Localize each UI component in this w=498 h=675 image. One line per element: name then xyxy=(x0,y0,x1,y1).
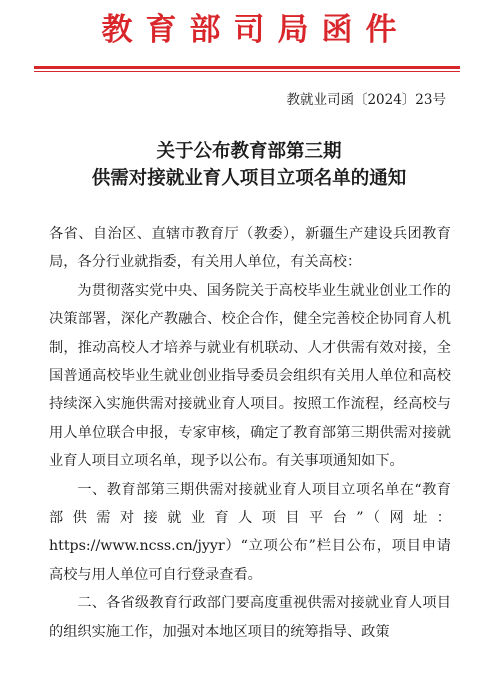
letterhead-red-line xyxy=(34,66,460,69)
letterhead: 教育部司局函件 xyxy=(101,12,410,48)
document-body xyxy=(49,220,451,646)
paragraph-item-1-text-b: ）“立项公布”栏目公布，项目申请高校与用人单位可自行登录查看。 xyxy=(49,538,451,583)
letterhead-red-line-thin xyxy=(34,71,460,72)
document-title-line-2: 供需对接就业育人项目立项名单的通知 xyxy=(91,168,407,189)
platform-url-link[interactable]: https://www.ncss.cn/jyyr xyxy=(49,538,225,555)
addressee: 各省、自治区、直辖市教育厅（教委），新疆生产建设兵团教育局，各分行业就指委，有关用人单位，有关高校： xyxy=(49,226,451,271)
paragraph-intro: 为贯彻落实党中央、国务院关于高校毕业生就业创业工作的决策部署，深化产教融合、校企合作，健全完善校企协同育人机制，推动高校人才培养与就业有机联动、人才供需有效对接，全国普通高校毕业生就业创业指导委员会组织有关用人单位和高校持续深入实施供需对接就业育人项目。按照工作流程，经高校与用人单位联合申报，专家审核，确定了教育部第三期供需对接就业育人项目立项名单，现予以公布。有关事项通知如下。 xyxy=(49,282,451,470)
document-title-line-1: 关于公布教育部第三期 xyxy=(156,141,342,162)
document-number: 教就业司函〔2024〕23号 xyxy=(286,92,446,108)
paragraph-item-2: 二、各省级教育行政部门要高度重视供需对接就业育人项目的组织实施工作，加强对本地区项目的统筹指导、政策 xyxy=(49,595,451,640)
paragraph-item-1-text-a: 一、教育部第三期供需对接就业育人项目立项名单在“教育部供需对接就业育人项目平台”（网址： xyxy=(49,481,451,527)
paragraph-item-1 xyxy=(49,476,451,590)
